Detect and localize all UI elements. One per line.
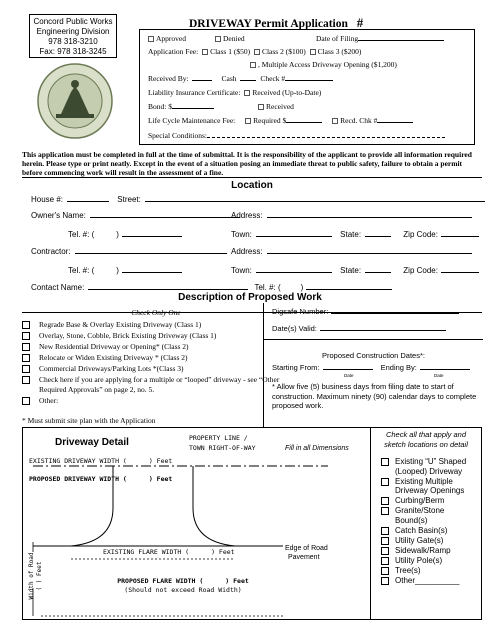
multiple-access-checkbox[interactable] xyxy=(250,62,256,68)
life-cycle-fee-label: Life Cycle Maintenance Fee: xyxy=(148,116,236,125)
work-option-checkbox[interactable] xyxy=(22,365,30,373)
check-all-label: Sidewalk/Ramp xyxy=(395,545,451,555)
denied-label: Denied xyxy=(223,34,245,43)
contractor-zip-label: Zip Code: xyxy=(403,266,438,275)
work-option-checkbox[interactable] xyxy=(22,343,30,351)
town-seal-image xyxy=(36,62,114,140)
department-name: Concord Public Works xyxy=(33,17,113,26)
check-all-label: Existing “U” Shaped (Looped) Driveway xyxy=(395,457,467,476)
work-option-checkbox[interactable] xyxy=(22,354,30,362)
check-all-label: Tree(s) xyxy=(395,565,421,575)
contractor-tel-label: Tel. #: ( xyxy=(68,266,95,275)
owner-town-field[interactable] xyxy=(256,236,332,237)
check-all-item xyxy=(381,457,477,476)
contact-name-field[interactable] xyxy=(88,289,248,290)
width-of-road-feet: ( ) Feet xyxy=(36,561,43,591)
form-number-mark: # xyxy=(356,15,364,30)
proposed-driveway-width-label: PROPOSED DRIVEWAY WIDTH ( xyxy=(29,475,127,483)
digsafe-label: Digsafe Number: xyxy=(272,307,329,316)
street-label: Street: xyxy=(117,195,141,204)
check-all-checkbox[interactable] xyxy=(381,478,389,486)
check-all-label: Catch Basin(s) xyxy=(395,525,448,535)
house-number-label: House #: xyxy=(31,195,64,204)
no-exceed-road-width-note: (Should not exceed Road Width) xyxy=(124,586,242,594)
check-all-item xyxy=(381,526,477,536)
work-option-label: Overlay, Stone, Cobble, Brick Existing Driveway (Class 1) xyxy=(39,331,217,340)
check-all-checkbox[interactable] xyxy=(381,527,389,535)
owner-address-label: Address: xyxy=(231,211,263,220)
work-option-row xyxy=(22,353,290,363)
check-all-item xyxy=(381,477,477,496)
date-valid-label: Date(s) Valid: xyxy=(272,324,317,333)
check-all-checkbox[interactable] xyxy=(381,458,389,466)
driveway-detail-box xyxy=(22,427,371,620)
phone-number: 978 318-3210 xyxy=(48,37,98,46)
check-number-field[interactable] xyxy=(285,80,333,81)
contractor-tel-field[interactable] xyxy=(122,272,182,273)
street-field[interactable] xyxy=(145,201,485,202)
application-fee-label: Application Fee: xyxy=(148,47,199,56)
check-all-checkbox[interactable] xyxy=(381,547,389,555)
date-of-filing-field[interactable] xyxy=(358,40,444,41)
check-all-checkbox[interactable] xyxy=(381,577,389,585)
work-option-label: Relocate or Widen Existing Driveway * (Class 2) xyxy=(39,353,188,362)
contact-name-label: Contact Name: xyxy=(31,283,85,292)
contractor-state-label: State: xyxy=(340,266,362,275)
special-conditions-field[interactable] xyxy=(207,137,445,138)
recd-checkbox[interactable] xyxy=(332,118,338,124)
ending-by-label: Ending By: xyxy=(380,363,417,372)
date-valid-field[interactable] xyxy=(320,330,446,331)
multiple-access-label: , Multiple Access Driveway Opening ($1,200) xyxy=(258,60,397,69)
check-all-item xyxy=(381,536,477,546)
check-all-label: Granite/Stone Bound(s) xyxy=(395,506,445,525)
work-option-row xyxy=(22,396,290,406)
owner-state-field[interactable] xyxy=(365,236,391,237)
check-all-label: Curbing/Berm xyxy=(395,496,445,505)
owner-name-field[interactable] xyxy=(90,217,240,218)
approved-label: Approved xyxy=(156,34,186,43)
existing-flare-width-label: EXISTING FLARE WIDTH ( xyxy=(103,548,190,556)
class1-label: Class 1 ($50) xyxy=(210,47,251,56)
contact-tel-field[interactable] xyxy=(306,289,392,290)
contractor-zip-field[interactable] xyxy=(441,272,479,273)
fax-number: Fax: 978 318-3245 xyxy=(39,47,107,56)
class3-label: Class 3 ($200) xyxy=(317,47,362,56)
existing-driveway-width-feet: ) Feet xyxy=(148,457,173,465)
date-of-filing-label: Date of Filing xyxy=(316,34,359,43)
work-option-row xyxy=(22,364,290,374)
check-all-item xyxy=(381,576,477,586)
work-option-row xyxy=(22,331,290,341)
driveway-detail-title: Driveway Detail xyxy=(55,437,129,448)
owner-zip-label: Zip Code: xyxy=(403,230,438,239)
construction-dates-label: Proposed Construction Dates*: xyxy=(322,351,425,360)
contractor-address-field[interactable] xyxy=(267,253,472,254)
received-by-field[interactable] xyxy=(192,80,212,81)
denied-checkbox[interactable] xyxy=(215,36,221,42)
work-option-row xyxy=(22,320,290,330)
check-number-label: Check # xyxy=(260,74,286,83)
start-date-caption: Date xyxy=(344,373,354,378)
proposed-flare-width-label: PROPOSED FLARE WIDTH ( xyxy=(117,577,204,585)
ending-by-field[interactable] xyxy=(420,369,470,370)
starting-from-label: Starting From: xyxy=(272,363,320,372)
site-plan-note: * Must submit site plan with the Application xyxy=(22,416,156,425)
digsafe-field[interactable] xyxy=(331,313,459,314)
work-option-label: New Residential Driveway or Opening* (Class 2) xyxy=(39,342,189,351)
check-all-item xyxy=(381,506,477,525)
allow-days-note: * Allow five (5) business days from filing date to start of construction. Maximum ninety (90) calendar days to complete proposed work. xyxy=(272,382,477,410)
owner-town-label: Town: xyxy=(231,230,252,239)
contractor-town-field[interactable] xyxy=(256,272,332,273)
liability-received-checkbox[interactable] xyxy=(244,90,250,96)
proposed-driveway-width-feet: ) Feet xyxy=(148,475,173,483)
bond-label: Bond: $ xyxy=(148,102,172,111)
contractor-town-label: Town: xyxy=(231,266,252,275)
received-by-label: Received By: xyxy=(148,74,189,83)
town-row-text: TOWN RIGHT-OF-WAY xyxy=(189,444,256,452)
contractor-label: Contractor: xyxy=(31,247,71,256)
office-use-box xyxy=(139,29,475,145)
check-all-checkbox[interactable] xyxy=(381,567,389,575)
owner-state-label: State: xyxy=(340,230,362,239)
work-option-checkbox[interactable] xyxy=(22,332,30,340)
recd-chk-field[interactable] xyxy=(377,122,413,123)
bond-amount-field[interactable] xyxy=(172,108,214,109)
life-cycle-amount-field[interactable] xyxy=(286,122,322,123)
work-option-label: Check here if you are applying for a multiple or “looped” driveway - see “Other Required Approvals” on page 2, no. 5. xyxy=(39,375,280,394)
contractor-field[interactable] xyxy=(75,253,227,254)
work-options-panel xyxy=(22,304,290,428)
property-line-label xyxy=(189,433,256,453)
check-all-label: Utility Pole(s) xyxy=(395,555,443,565)
check-all-checkbox[interactable] xyxy=(381,537,389,545)
proposed-flare-width-feet: ) Feet xyxy=(225,577,249,585)
owner-zip-field[interactable] xyxy=(441,236,479,237)
work-option-label: Other: xyxy=(39,395,59,405)
life-cycle-required-label: Required $ xyxy=(253,116,287,125)
check-all-title: Check all that apply and sketch locations on detail xyxy=(384,430,468,449)
contractor-state-field[interactable] xyxy=(365,272,391,273)
check-all-checkbox[interactable] xyxy=(381,557,389,565)
work-option-row xyxy=(22,375,290,394)
recd-chk-label: Recd. Chk # xyxy=(340,116,378,125)
submittal-notice: This application must be completed in full at the time of submittal. It is the responsibility of the applicant to provide all information required herein. Please type or print neatly. Except in the event of a situation posing an immediate threat to public safety, failure to obtain a permit before commencing work will result in the assessment of a fine. xyxy=(22,150,472,177)
check-all-checkbox[interactable] xyxy=(381,497,389,505)
contractor-address-label: Address: xyxy=(231,247,263,256)
check-all-label: Utility Gate(s) xyxy=(395,535,444,545)
fill-in-dimensions-note: Fill in all Dimensions xyxy=(285,445,349,452)
cash-field[interactable] xyxy=(240,80,256,81)
owner-address-field[interactable] xyxy=(267,217,472,218)
owner-tel-label: Tel. #: ( xyxy=(68,230,95,239)
work-option-label: Commercial Driveways/Parking Lots *(Class 3) xyxy=(39,364,184,373)
work-option-row xyxy=(22,342,290,352)
owner-tel-field[interactable] xyxy=(122,236,182,237)
contact-tel-label: Tel. #: ( xyxy=(254,283,281,292)
check-all-item xyxy=(381,566,477,576)
edge-of-road-text: Edge of Road xyxy=(285,545,328,552)
existing-driveway-width-label: EXISTING DRIVEWAY WIDTH ( xyxy=(29,457,127,465)
end-date-caption: Date xyxy=(434,373,444,378)
contractor-tel-close: ) xyxy=(116,266,119,275)
division-name: Engineering Division xyxy=(36,27,110,36)
cash-label: Cash xyxy=(221,74,237,83)
liability-received-label: Received (Up-to-Date) xyxy=(252,88,322,97)
class2-label: Class 2 ($100) xyxy=(261,47,306,56)
bond-received-checkbox[interactable] xyxy=(258,104,264,110)
class3-checkbox[interactable] xyxy=(310,49,316,55)
check-all-panel xyxy=(371,427,482,620)
width-of-road-label xyxy=(28,531,44,621)
department-box xyxy=(29,14,117,58)
property-line-text: PROPERTY LINE / xyxy=(189,434,248,442)
check-all-item xyxy=(381,546,477,556)
check-all-item xyxy=(381,556,477,566)
work-option-checkbox[interactable] xyxy=(22,376,30,384)
class2-checkbox[interactable] xyxy=(254,49,260,55)
special-conditions-label: Special Conditions: xyxy=(148,131,207,140)
proposed-work-title: Description of Proposed Work xyxy=(178,292,322,303)
starting-from-field[interactable] xyxy=(323,369,373,370)
check-all-checkbox[interactable] xyxy=(381,507,389,515)
existing-flare-width-feet: ) Feet xyxy=(211,548,235,556)
owner-tel-close: ) xyxy=(116,230,119,239)
owner-name-label: Owner's Name: xyxy=(31,211,86,220)
edge-of-road-label xyxy=(285,544,328,562)
work-option-checkbox[interactable] xyxy=(22,321,30,329)
right-flare-curve xyxy=(193,466,235,546)
work-option-label: Regrade Base & Overlay Existing Driveway (Class 1) xyxy=(39,320,202,329)
check-all-label: Other__________ xyxy=(395,575,460,585)
check-all-label: Existing Multiple Driveway Openings xyxy=(395,476,465,495)
life-cycle-required-checkbox[interactable] xyxy=(245,118,251,124)
pavement-text: Pavement xyxy=(288,554,320,561)
width-of-road-text: Width of Road xyxy=(28,552,35,600)
location-title: Location xyxy=(231,180,273,191)
form-title: DRIVEWAY Permit Application xyxy=(189,18,348,30)
work-option-checkbox[interactable] xyxy=(22,397,30,405)
house-number-field[interactable] xyxy=(67,201,109,202)
check-all-item xyxy=(381,496,477,506)
digsafe-panel xyxy=(263,303,482,428)
contact-tel-close: ) xyxy=(300,283,304,292)
approved-checkbox[interactable] xyxy=(148,36,154,42)
check-only-one-label: Check Only One xyxy=(131,308,181,317)
class1-checkbox[interactable] xyxy=(202,49,208,55)
liability-insurance-label: Liability Insurance Certificate: xyxy=(148,88,241,97)
bond-received-label: Received xyxy=(266,102,294,111)
